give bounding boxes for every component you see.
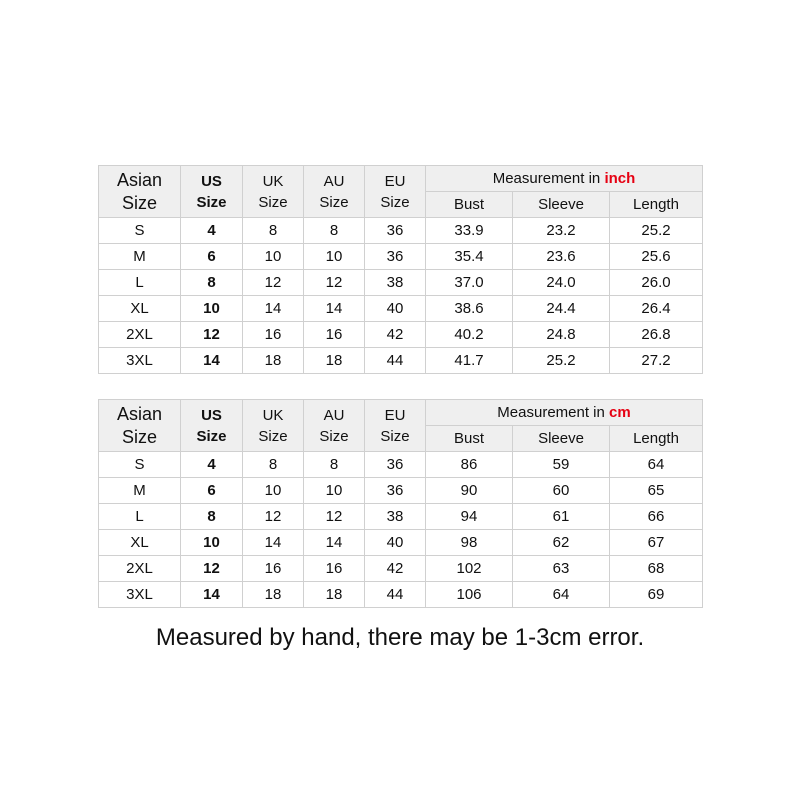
us-cell: 14 <box>181 582 243 608</box>
sleeve-cell: 62 <box>513 530 610 556</box>
au-cell: 16 <box>304 322 365 348</box>
eu-cell: 44 <box>365 582 426 608</box>
sleeve-cell: 63 <box>513 556 610 582</box>
us-cell: 8 <box>181 270 243 296</box>
sleeve-header: Sleeve <box>513 192 610 218</box>
us-size-header: US Size <box>181 400 243 452</box>
us-cell: 14 <box>181 348 243 374</box>
asian-cell: L <box>99 270 181 296</box>
table-row <box>99 452 703 478</box>
length-cell: 68 <box>610 556 703 582</box>
au-cell: 8 <box>304 452 365 478</box>
bust-cell: 106 <box>426 582 513 608</box>
eu-cell: 42 <box>365 556 426 582</box>
length-cell: 27.2 <box>610 348 703 374</box>
length-cell: 25.6 <box>610 244 703 270</box>
asian-cell: 2XL <box>99 556 181 582</box>
eu-size-header: EU Size <box>365 166 426 218</box>
table-row <box>99 218 703 244</box>
length-cell: 26.8 <box>610 322 703 348</box>
eu-cell: 36 <box>365 218 426 244</box>
uk-cell: 8 <box>243 218 304 244</box>
us-cell: 6 <box>181 478 243 504</box>
au-cell: 12 <box>304 504 365 530</box>
au-cell: 14 <box>304 530 365 556</box>
unit-label: inch <box>604 169 636 187</box>
us-cell: 4 <box>181 218 243 244</box>
length-cell: 65 <box>610 478 703 504</box>
table-row <box>99 582 703 608</box>
bust-cell: 33.9 <box>426 218 513 244</box>
header-row <box>99 166 703 192</box>
length-cell: 25.2 <box>610 218 703 244</box>
au-cell: 18 <box>304 348 365 374</box>
table-row <box>99 530 703 556</box>
table-row <box>99 270 703 296</box>
sleeve-cell: 61 <box>513 504 610 530</box>
bust-header: Bust <box>426 426 513 452</box>
size-table-inch <box>98 165 703 374</box>
asian-cell: XL <box>99 530 181 556</box>
eu-cell: 42 <box>365 322 426 348</box>
au-cell: 8 <box>304 218 365 244</box>
uk-size-header: UK Size <box>243 400 304 452</box>
header-row <box>99 400 703 426</box>
length-cell: 69 <box>610 582 703 608</box>
eu-cell: 36 <box>365 478 426 504</box>
us-cell: 12 <box>181 556 243 582</box>
table-row <box>99 556 703 582</box>
eu-size-header: EU Size <box>365 400 426 452</box>
uk-cell: 8 <box>243 452 304 478</box>
length-cell: 64 <box>610 452 703 478</box>
measurement-header: Measurement in inch <box>426 166 703 192</box>
asian-cell: XL <box>99 296 181 322</box>
asian-cell: L <box>99 504 181 530</box>
au-cell: 12 <box>304 270 365 296</box>
table-row <box>99 296 703 322</box>
uk-cell: 18 <box>243 582 304 608</box>
table-row <box>99 322 703 348</box>
size-table-cm <box>98 399 703 608</box>
bust-cell: 94 <box>426 504 513 530</box>
us-cell: 10 <box>181 296 243 322</box>
au-size-header: AU Size <box>304 166 365 218</box>
table-row <box>99 504 703 530</box>
asian-cell: M <box>99 244 181 270</box>
unit-label: cm <box>609 403 631 421</box>
length-header: Length <box>610 426 703 452</box>
uk-cell: 10 <box>243 244 304 270</box>
sleeve-cell: 24.4 <box>513 296 610 322</box>
uk-cell: 16 <box>243 556 304 582</box>
us-size-header: US Size <box>181 166 243 218</box>
au-cell: 14 <box>304 296 365 322</box>
sleeve-cell: 64 <box>513 582 610 608</box>
asian-cell: S <box>99 218 181 244</box>
uk-cell: 10 <box>243 478 304 504</box>
sleeve-cell: 24.8 <box>513 322 610 348</box>
bust-cell: 98 <box>426 530 513 556</box>
eu-cell: 36 <box>365 452 426 478</box>
sleeve-cell: 24.0 <box>513 270 610 296</box>
measurement-footnote: Measured by hand, there may be 1-3cm error. <box>155 624 645 651</box>
us-cell: 8 <box>181 504 243 530</box>
sleeve-cell: 60 <box>513 478 610 504</box>
eu-cell: 40 <box>365 530 426 556</box>
length-cell: 26.4 <box>610 296 703 322</box>
eu-cell: 36 <box>365 244 426 270</box>
us-cell: 10 <box>181 530 243 556</box>
asian-size-header: Asian Size <box>99 166 181 218</box>
length-header: Length <box>610 192 703 218</box>
au-cell: 10 <box>304 478 365 504</box>
bust-cell: 41.7 <box>426 348 513 374</box>
length-cell: 26.0 <box>610 270 703 296</box>
bust-cell: 102 <box>426 556 513 582</box>
eu-cell: 44 <box>365 348 426 374</box>
uk-cell: 18 <box>243 348 304 374</box>
au-cell: 10 <box>304 244 365 270</box>
au-cell: 18 <box>304 582 365 608</box>
asian-cell: 3XL <box>99 582 181 608</box>
asian-cell: 3XL <box>99 348 181 374</box>
uk-cell: 16 <box>243 322 304 348</box>
measurement-header: Measurement in cm <box>426 400 703 426</box>
length-cell: 67 <box>610 530 703 556</box>
sleeve-cell: 59 <box>513 452 610 478</box>
sleeve-cell: 23.2 <box>513 218 610 244</box>
bust-cell: 35.4 <box>426 244 513 270</box>
table-row <box>99 244 703 270</box>
eu-cell: 38 <box>365 270 426 296</box>
bust-cell: 86 <box>426 452 513 478</box>
bust-cell: 40.2 <box>426 322 513 348</box>
bust-cell: 37.0 <box>426 270 513 296</box>
uk-cell: 12 <box>243 504 304 530</box>
au-cell: 16 <box>304 556 365 582</box>
uk-size-header: UK Size <box>243 166 304 218</box>
table-row <box>99 348 703 374</box>
sleeve-header: Sleeve <box>513 426 610 452</box>
us-cell: 4 <box>181 452 243 478</box>
uk-cell: 12 <box>243 270 304 296</box>
us-cell: 12 <box>181 322 243 348</box>
bust-cell: 38.6 <box>426 296 513 322</box>
bust-cell: 90 <box>426 478 513 504</box>
asian-cell: S <box>99 452 181 478</box>
sleeve-cell: 23.6 <box>513 244 610 270</box>
uk-cell: 14 <box>243 296 304 322</box>
eu-cell: 38 <box>365 504 426 530</box>
asian-cell: 2XL <box>99 322 181 348</box>
asian-cell: M <box>99 478 181 504</box>
table-row <box>99 478 703 504</box>
sleeve-cell: 25.2 <box>513 348 610 374</box>
uk-cell: 14 <box>243 530 304 556</box>
asian-size-header: Asian Size <box>99 400 181 452</box>
bust-header: Bust <box>426 192 513 218</box>
eu-cell: 40 <box>365 296 426 322</box>
length-cell: 66 <box>610 504 703 530</box>
au-size-header: AU Size <box>304 400 365 452</box>
us-cell: 6 <box>181 244 243 270</box>
